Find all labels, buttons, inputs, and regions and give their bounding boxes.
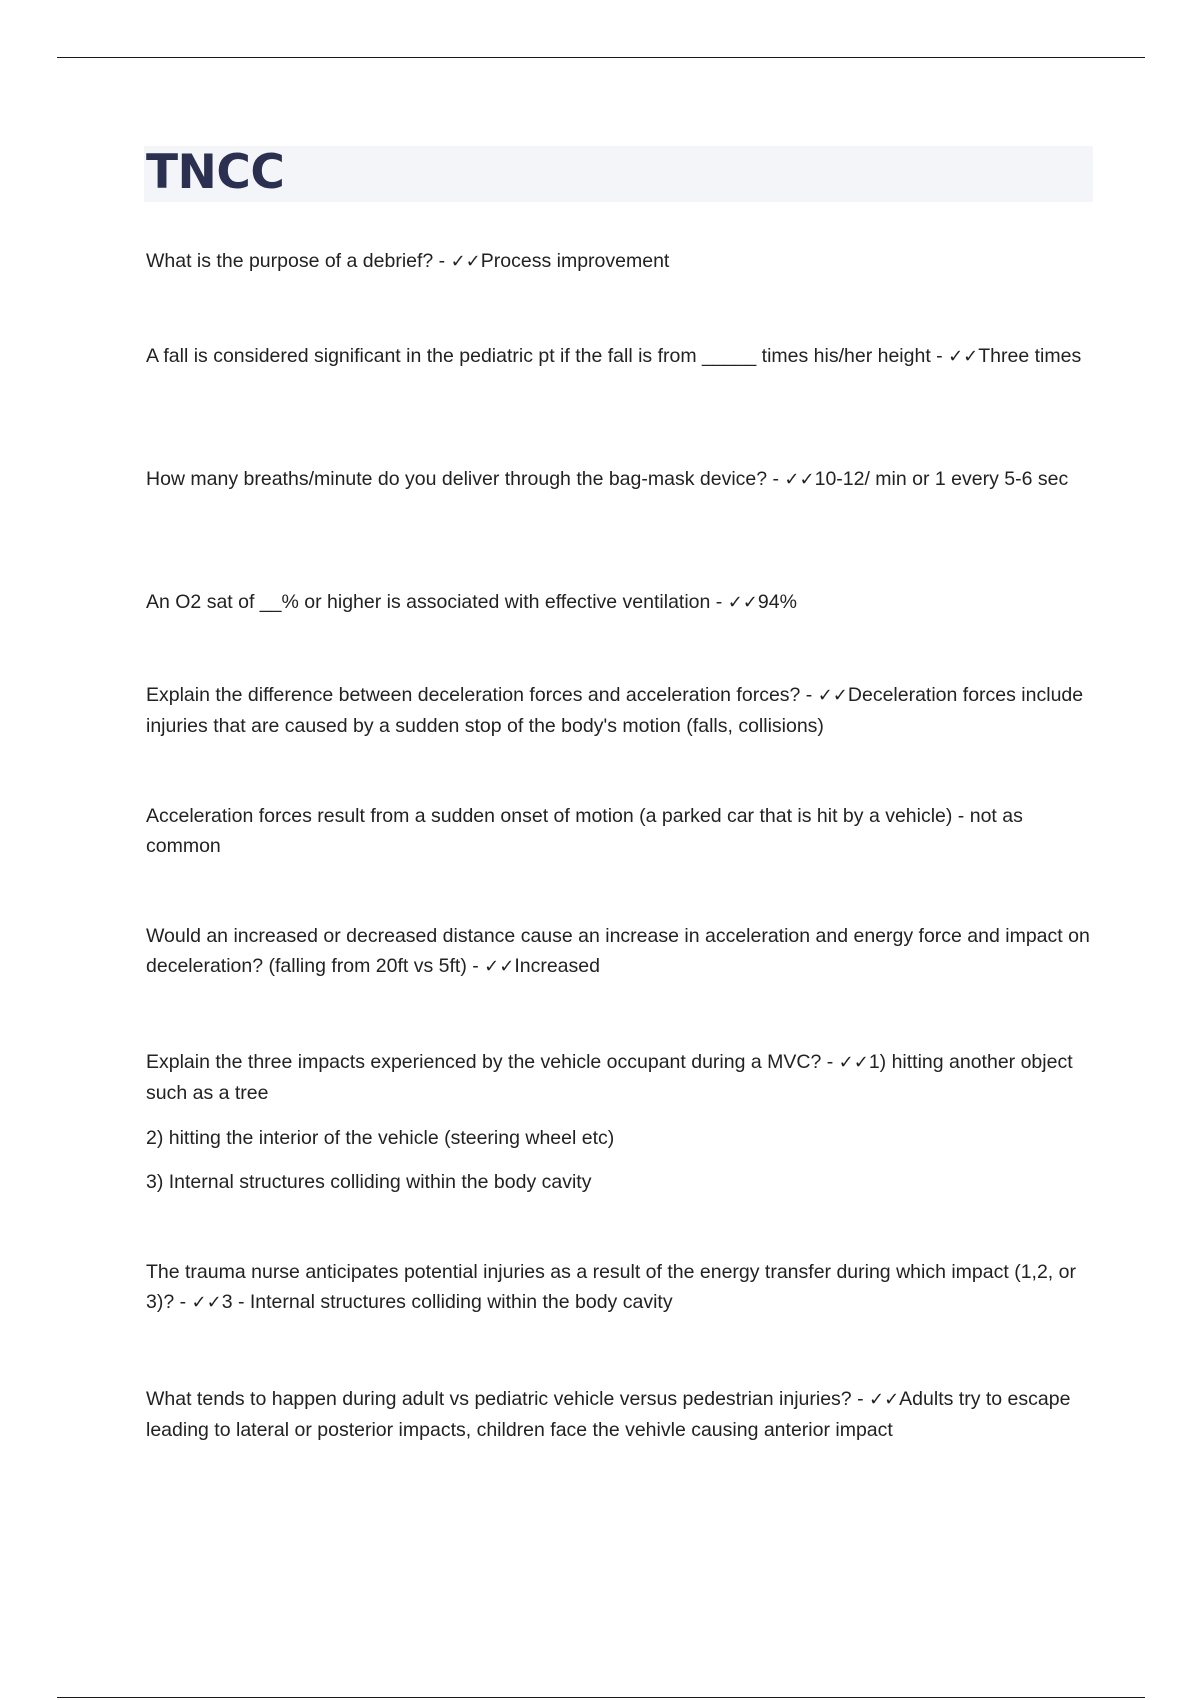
question-text: An O2 sat of __% or higher is associated with effective ventilation -	[146, 591, 728, 613]
qa-item-1	[146, 246, 1096, 277]
check-icon: ✓✓	[191, 1292, 222, 1313]
question-text: What is the purpose of a debrief? -	[146, 250, 451, 272]
check-icon: ✓✓	[838, 1052, 869, 1073]
check-icon: ✓✓	[869, 1389, 900, 1410]
question-text: Explain the difference between deceleration forces and acceleration forces? -	[146, 684, 818, 706]
qa-item-3	[146, 464, 1096, 495]
check-icon: ✓✓	[817, 685, 848, 706]
answer-text: Process improvement	[480, 250, 670, 272]
question-text: What tends to happen during adult vs pediatric vehicle versus pedestrian injuries? -	[146, 1388, 869, 1410]
answer-text: Increased	[514, 955, 600, 977]
qa-item-2	[146, 341, 1096, 372]
text-item-10: 3) Internal structures colliding within the body cavity	[146, 1171, 592, 1193]
qa-item-11	[146, 1257, 1096, 1318]
question-text: Would an increased or decreased distance cause an increase in acceleration and energy force and impact on deceleration? (falling from 20ft vs 5ft) -	[146, 925, 1090, 977]
answer-text: 1) hitting another object such as a tree	[146, 1051, 1073, 1104]
check-icon: ✓✓	[484, 956, 515, 977]
top-divider	[57, 57, 1145, 58]
check-icon: ✓✓	[784, 469, 815, 490]
qa-item-4	[146, 587, 1096, 618]
qa-item-5	[146, 680, 1096, 741]
answer-text: 94%	[757, 591, 797, 613]
bottom-divider	[57, 1697, 1145, 1698]
text-item-9: 2) hitting the interior of the vehicle (steering wheel etc)	[146, 1127, 615, 1149]
qa-item-7	[146, 921, 1096, 982]
question-text: How many breaths/minute do you deliver through the bag-mask device? -	[146, 468, 785, 490]
answer-text: Adults try to escape leading to lateral or posterior impacts, children face the vehivle causing anterior impact	[146, 1388, 1071, 1441]
check-icon: ✓✓	[948, 346, 979, 367]
title-background	[144, 146, 1093, 202]
answer-text: Three times	[978, 345, 1082, 367]
answer-text: 10-12/ min or 1 every 5-6 sec	[814, 468, 1069, 490]
qa-item-8	[146, 1047, 1096, 1108]
text-item-6: Acceleration forces result from a sudden onset of motion (a parked car that is hit by a vehicle) - not as common	[146, 805, 1023, 857]
question-text: Explain the three impacts experienced by the vehicle occupant during a MVC? -	[146, 1051, 839, 1073]
answer-text: Deceleration forces include injuries that are caused by a sudden stop of the body's motion (falls, collisions)	[146, 684, 1084, 737]
answer-text: 3 - Internal structures colliding within the body cavity	[221, 1291, 673, 1313]
question-text: The trauma nurse anticipates potential injuries as a result of the energy transfer during which impact (1,2, or 3)? -	[146, 1261, 1076, 1313]
question-text: A fall is considered significant in the pediatric pt if the fall is from _____ times his/her height -	[146, 345, 949, 367]
check-icon: ✓✓	[727, 592, 758, 613]
check-icon: ✓✓	[450, 251, 481, 272]
qa-item-12	[146, 1384, 1096, 1445]
page-title: TNCC	[146, 145, 285, 200]
